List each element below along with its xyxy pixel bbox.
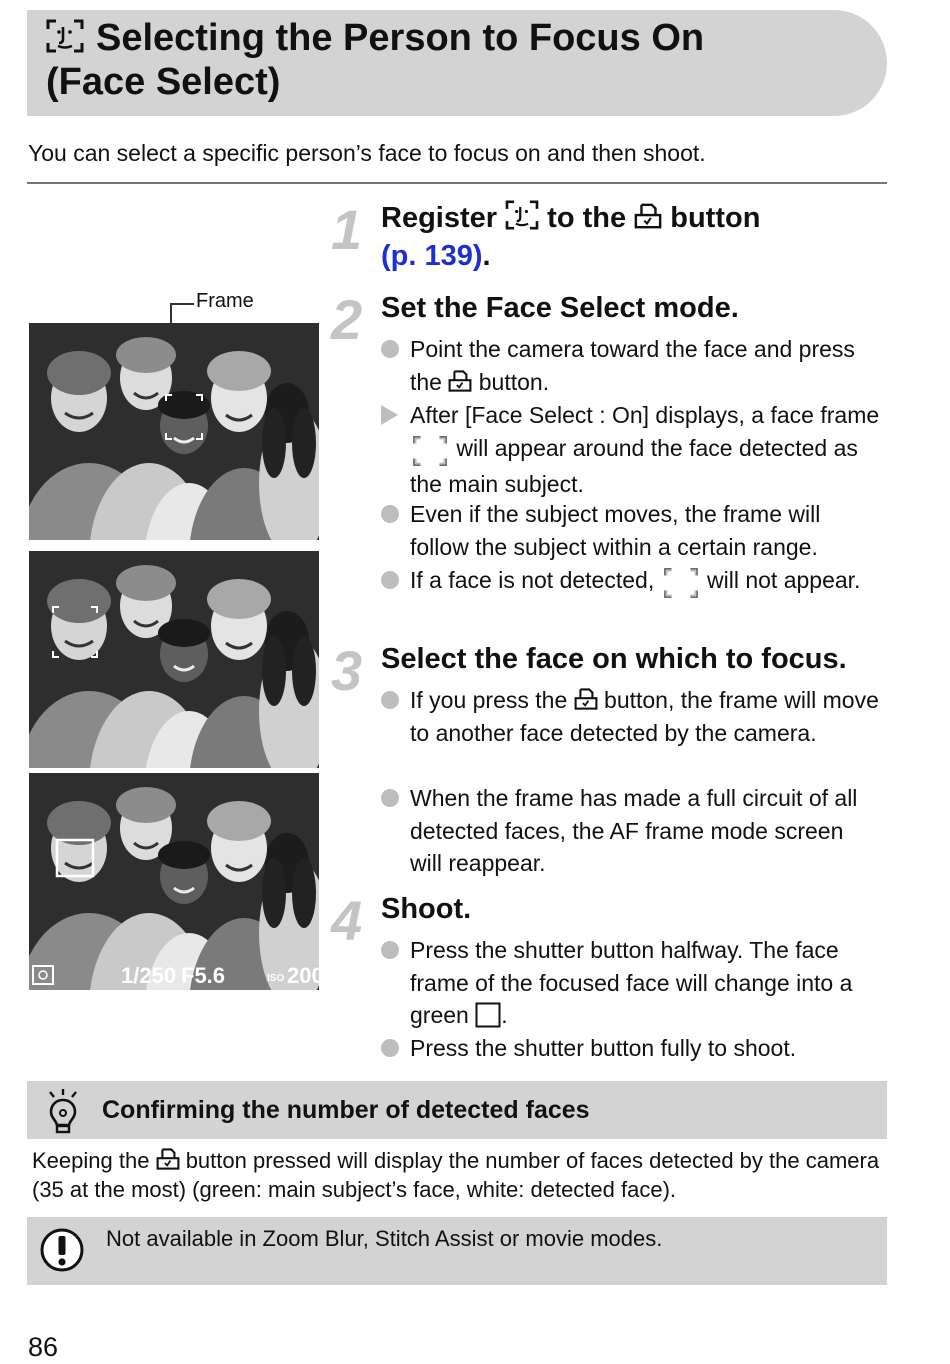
print-share-button-icon bbox=[156, 1147, 180, 1171]
tip-body: Keeping the button pressed will display the number of faces detected by the camera (35 at the most) (green: main subject’s face, white: detected face). bbox=[32, 1148, 880, 1202]
tip-title: Confirming the number of detected faces bbox=[102, 1096, 590, 1124]
osd-iso: 200 bbox=[287, 963, 324, 988]
page-reference-link[interactable]: (p. 139) bbox=[381, 240, 483, 272]
step-number: 2 bbox=[331, 288, 363, 351]
list-item: Press the shutter button fully to shoot. bbox=[381, 1032, 881, 1065]
bullet-dot-icon bbox=[381, 505, 399, 523]
frame-leader-line bbox=[170, 303, 194, 305]
bullet-dot-icon bbox=[381, 1039, 399, 1057]
list-item: If a face is not detected, will not appear. bbox=[381, 564, 881, 600]
osd-shutter: 1/250 bbox=[121, 963, 177, 988]
bullet-dot-icon bbox=[381, 340, 399, 358]
osd-iso-label: ISO bbox=[267, 973, 285, 984]
face-frame-icon bbox=[661, 566, 701, 600]
page-number: 86 bbox=[28, 1332, 59, 1362]
page-title bbox=[46, 16, 846, 104]
intro-text: You can select a specific person’s face to focus on and then shoot. bbox=[28, 140, 706, 166]
osd-aperture: F5.6 bbox=[181, 963, 226, 988]
list-item: Point the camera toward the face and press the button. bbox=[381, 333, 881, 398]
step-3-title: Select the face on which to focus. bbox=[381, 643, 847, 675]
caution-text: Not available in Zoom Blur, Stitch Assist or movie modes. bbox=[106, 1226, 663, 1251]
step-number: 3 bbox=[331, 639, 363, 702]
divider bbox=[27, 182, 887, 184]
bullet-dot-icon bbox=[381, 941, 399, 959]
step-number: 4 bbox=[331, 889, 363, 952]
print-share-button-icon bbox=[634, 202, 662, 230]
list-item: If you press the button, the frame will move to another face detected by the camera. bbox=[381, 684, 881, 749]
print-share-button-icon bbox=[574, 687, 598, 711]
example-photo-3 bbox=[29, 773, 324, 990]
page-title-line2: (Face Select) bbox=[46, 61, 281, 103]
step-2-title: Set the Face Select mode. bbox=[381, 292, 739, 324]
result-arrow-icon bbox=[381, 405, 398, 425]
example-photo-1 bbox=[29, 323, 319, 540]
page-title-line1: Selecting the Person to Focus On bbox=[96, 17, 705, 59]
face-select-icon bbox=[505, 200, 539, 230]
step-number: 1 bbox=[331, 198, 363, 261]
list-item: When the frame has made a full circuit of all detected faces, the AF frame mode screen will reappear. bbox=[381, 782, 881, 880]
lightbulb-icon bbox=[45, 1088, 81, 1134]
list-item: Press the shutter button halfway. The face frame of the focused face will change into a green . bbox=[381, 934, 881, 1032]
print-share-button-icon bbox=[448, 369, 472, 393]
square-frame-icon bbox=[475, 1002, 501, 1028]
step-1-title: Register to the button (p. 139). bbox=[381, 202, 761, 272]
bullet-dot-icon bbox=[381, 691, 399, 709]
step-4-title: Shoot. bbox=[381, 893, 472, 925]
list-item: Even if the subject moves, the frame will follow the subject within a certain range. bbox=[381, 498, 881, 563]
example-photo-2 bbox=[29, 551, 319, 768]
face-select-icon bbox=[46, 19, 84, 53]
list-item: After [Face Select : On] displays, a face frame will appear around the face detected as the main subject. bbox=[381, 399, 881, 500]
bullet-dot-icon bbox=[381, 571, 399, 589]
caution-icon bbox=[39, 1227, 85, 1273]
face-frame-icon bbox=[410, 434, 450, 468]
frame-label: Frame bbox=[196, 290, 254, 312]
bullet-dot-icon bbox=[381, 789, 399, 807]
